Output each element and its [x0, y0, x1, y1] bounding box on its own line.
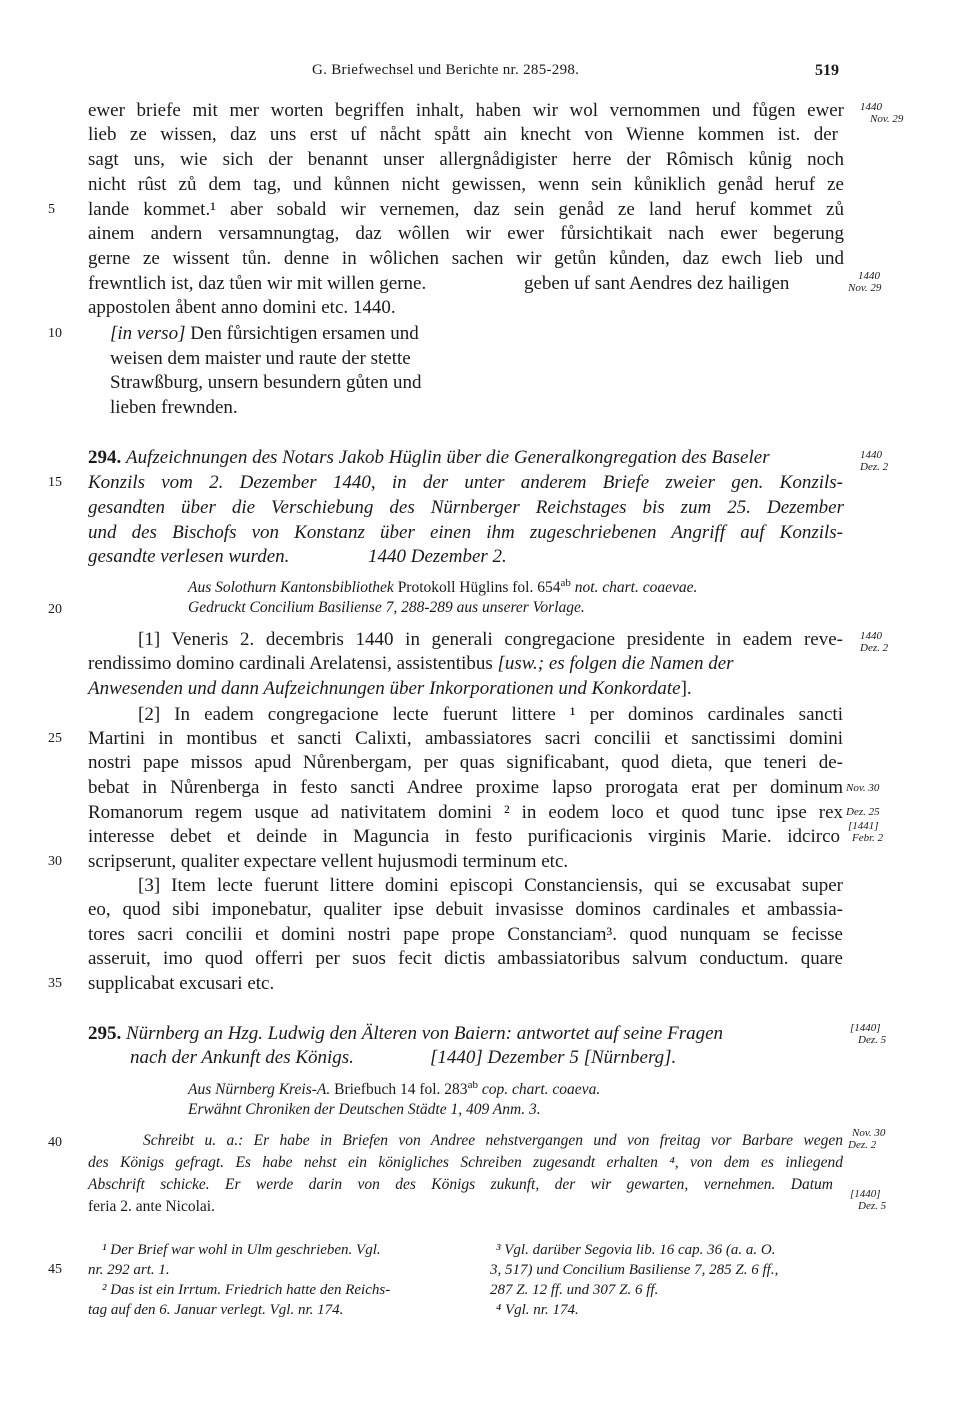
doc-number: 294. — [88, 447, 122, 468]
line-number: 5 — [48, 202, 55, 217]
doc-title-line: nach der Ankunft des Königs. — [130, 1047, 354, 1068]
text-line: interesse debet et deinde in Maguncia in festo purificacionis virginis Marie. idcirco — [88, 826, 840, 847]
text-line: eo, quod sibi imponebatur, qualiter ipse debuit invasisse dominos cardinales et ambassia- — [88, 899, 843, 920]
running-title: G. Briefwechsel und Berichte nr. 285-298. — [312, 62, 580, 78]
doc295-heading-line — [88, 1022, 723, 1046]
text-line: lande kommet.¹ aber sobald wir vernemen, daz sein genåd ze land heruf kommet zů — [88, 199, 844, 220]
margin-date-note: 1440 Dez. 2 — [860, 449, 889, 473]
doc-title-line: gesandten über die Verschiebung des Nürnberger Reichstages bis zum 25. Dezember — [88, 497, 844, 518]
source-line: Aus Solothurn Kantonsbibliothek Protokoll Hüglins fol. $654^{ab}$ not. chart. coaevae. — [188, 576, 698, 596]
footnote-line: 3, 517) und Concilium Basiliense 7, 285 Z. 6 ff., — [490, 1262, 779, 1278]
text-line: Abschrift schicke. Er werde darin von des Königs zukunft, der wir gewarten, vernehmen. Datum — [88, 1176, 833, 1193]
text-line: Schreibt u. a.: Er habe in Briefen von Andree nehstvergangen und von freitag vor Barbare wegen — [143, 1132, 843, 1149]
line-number: 35 — [48, 976, 62, 991]
doc-title-line: gesandte verlesen wurden. — [88, 546, 290, 567]
page-header — [0, 62, 960, 86]
doc-date: 1440 Dezember 2. — [368, 546, 507, 567]
footnote-line: ⁴ Vgl. nr. 174. — [496, 1302, 579, 1318]
footnote-line: ¹ Der Brief war wohl in Ulm geschrieben. Vgl. — [102, 1242, 381, 1258]
footnotes-left — [88, 1240, 448, 1320]
text-line: lieb ze wissen, daz uns erst uf nåcht spått ain knecht von Wienne kommen ist. der — [88, 124, 838, 145]
footnote-line: nr. 292 art. 1. — [88, 1262, 170, 1278]
text-line: appostolen åbent anno domini etc. 1440. — [88, 297, 396, 318]
margin-date-note: Nov. 30 Dez. 2 — [848, 1127, 886, 1151]
address-line: lieben frewnden. — [110, 397, 238, 418]
line-number: 20 — [48, 602, 62, 617]
text-line: [1] Veneris 2. decembris 1440 in generali congregacione presidente in eadem reve- — [138, 629, 843, 650]
text-line: supplicabat excusari etc. — [88, 973, 275, 994]
margin-date-note: 1440 Nov. 29 — [860, 101, 904, 125]
text-line: gerne ze wissent tůn. denne in wôlichen sachen wir getůn kůnden, daz ewch lieb und — [88, 248, 844, 269]
text-line: des Königs gefragt. Es habe nehst ein königliches Schreiben zugesandt erhalten ⁴, von dem es inliegend — [88, 1154, 843, 1171]
line-number: 40 — [48, 1135, 62, 1150]
text-line: feria 2. ante Nicolai. — [88, 1198, 215, 1215]
doc294-heading-line — [88, 446, 770, 470]
address-line: Strawßburg, unsern besundern gůten und — [110, 372, 422, 393]
margin-date-note: 1440 Nov. 29 — [848, 270, 882, 294]
doc-number: 295. — [88, 1023, 122, 1044]
margin-date-note: [1441] Febr. 2 — [848, 820, 884, 844]
source-line: Aus Nürnberg Kreis-A. Briefbuch 14 fol. $283^{ab}$ cop. chart. coaeva. — [188, 1078, 601, 1098]
text-line: [3] Item lecte fuerunt littere domini episcopi Constanciensis, qui se excusabat super — [138, 875, 843, 896]
address-text: Den fůrsichtigen ersamen und — [185, 323, 419, 344]
text-line: scripserunt, qualiter expectare vellent hujusmodi terminum etc. — [88, 851, 569, 872]
line-number: 30 — [48, 854, 62, 869]
footnote-line: tag auf den 6. Januar verlegt. Vgl. nr. 174. — [88, 1302, 344, 1318]
source-line: Gedruckt Concilium Basiliense 7, 288-289 aus unserer Vorlage. — [188, 599, 585, 616]
text-line: ainem andern versamnungtag, daz wôllen wir ewer fůrsichtikait nach ewer begerung — [88, 223, 844, 244]
footnote-line: ³ Vgl. darüber Segovia lib. 16 cap. 36 (a. a. O. — [496, 1242, 776, 1258]
in-verso-label: [in verso] — [110, 323, 186, 344]
page-number: 519 — [815, 62, 839, 79]
footnote-line: ² Das ist ein Irrtum. Friedrich hatte den Reichs- — [102, 1282, 391, 1298]
text-line: Martini in montibus et sancti Calixti, ambassiatores sacri concilii et sanctissimi domini — [88, 728, 843, 749]
line-number: 25 — [48, 731, 62, 746]
footnotes-right — [490, 1240, 850, 1320]
text-line: nostri pape missos apud Nůrenbergam, per quas significabant, quod dieta, que teneri de- — [88, 752, 843, 773]
text-line: ewer briefe mit mer worten begriffen inhalt, haben wir wol vernommen und fůgen ewer — [88, 100, 844, 121]
line-number: 10 — [48, 326, 62, 341]
text-line: [2] In eadem congregacione lecte fuerunt littere ¹ per dominos cardinales sancti — [138, 704, 843, 725]
doc-title-line: und des Bischofs von Konstanz über einen ihm zugeschriebenen Angriff auf Konzils- — [88, 522, 843, 543]
margin-date-note: Nov. 30 — [846, 782, 880, 794]
doc-title-line: Konzils vom 2. Dezember 1440, in der unter anderem Briefe zweier gen. Konzils- — [88, 472, 843, 493]
doc-title: Nürnberg an Hzg. Ludwig den Älteren von Baiern: antwortet auf seine Fragen — [126, 1023, 724, 1044]
address-line: weisen dem maister und raute der stette — [110, 348, 411, 369]
margin-date-note: Dez. 25 — [846, 806, 880, 818]
line-number: 15 — [48, 475, 62, 490]
text-line: rendissimo domino cardinali Arelatensi, assistentibus [usw.; es folgen die Namen der — [88, 653, 734, 674]
margin-date-note: [1440] Dez. 5 — [850, 1188, 887, 1212]
doc-date: [1440] Dezember 5 [Nürnberg]. — [430, 1047, 677, 1068]
address-line — [110, 322, 419, 346]
text-line: nicht rûst zů dem tag, und kůnnen nicht gewissen, wenn sein kůniklich genåd heruf ze — [88, 174, 844, 195]
text-line: Romanorum regem usque ad nativitatem domini ² in eodem loco et quod tunc ipse rex — [88, 802, 843, 823]
line-number: 45 — [48, 1262, 62, 1277]
text-line: Anwesenden und dann Aufzeichnungen über Inkorporationen und Konkordate]. — [88, 678, 692, 699]
text-line: asseruit, imo quod offerri per suos fecit dictis ambassiatoribus salvum conductum. quare — [88, 948, 843, 969]
text-line: bebat in Nůrenberga in festo sancti Andree proxime lapso prorogata erat per dominum — [88, 777, 843, 798]
margin-date-note: 1440 Dez. 2 — [860, 630, 889, 654]
text-line: frewntlich ist, daz tůen wir mit willen gerne. — [88, 273, 427, 294]
text-line: geben uf sant Aendres dez hailigen — [524, 273, 790, 294]
text-line: tores sacri concilii et domini nostri pape prope Constanciam³. quod nunquam se fecisse — [88, 924, 843, 945]
margin-date-note: [1440] Dez. 5 — [850, 1022, 887, 1046]
footnote-line: 287 Z. 12 ff. und 307 Z. 6 ff. — [490, 1282, 659, 1298]
doc-title: Aufzeichnungen des Notars Jakob Hüglin über die Generalkongregation des Baseler — [126, 447, 770, 468]
text-line: sagt uns, wie sich der benannt unser allergnådigister herre der Rômisch kůnig noch — [88, 149, 844, 170]
source-line: Erwähnt Chroniken der Deutschen Städte 1, 409 Anm. 3. — [188, 1101, 541, 1118]
